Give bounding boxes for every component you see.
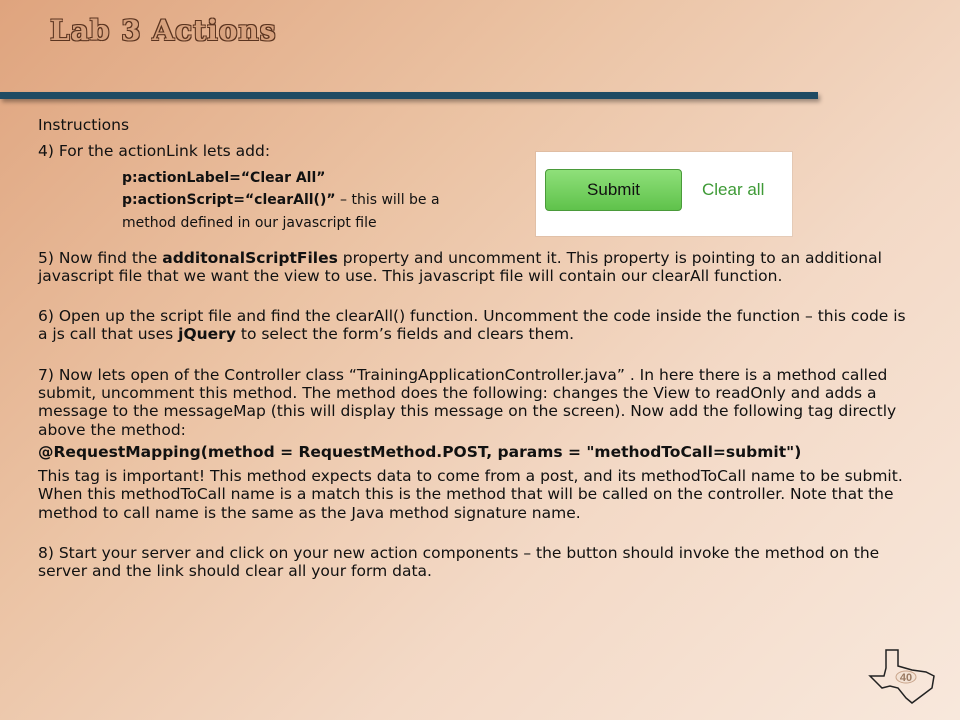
request-mapping-code [38,443,908,461]
step-6-text-b: to select the form’s fields and clears them. [235,325,575,344]
page-number: 40 [899,672,913,684]
step-4: 4) For the actionLink lets add: [38,142,271,161]
step-7-explanation: This tag is important! This method expects data to come from a post, and its methodToCall name to be submit. When this methodToCall name is a match this is the method that will be called on the controller. Note that the method to call name is the same as the Java method signature name. [38,467,903,522]
texas-outline-icon [868,648,944,704]
request-mapping-text: @RequestMapping(method = RequestMethod.POST, params = "methodToCall=submit") [38,442,802,461]
clear-all-link[interactable]: Clear all [702,180,765,199]
instructions-heading: Instructions [38,116,130,134]
step-5-property: additonalScriptFiles [162,248,338,267]
step-8: 8) Start your server and click on your new action components – the button should invoke the method on the server and the link should clear all your form data. [38,543,880,581]
step-5-text-a: 5) Now find the [38,248,163,267]
action-label-code: p:actionLabel=“Clear All” [122,169,326,186]
texas-logo [868,648,944,704]
action-script-note: – this will be a [335,192,440,209]
step-6-jquery: jQuery [178,325,236,344]
submit-button[interactable]: Submit [545,169,682,211]
step-6-text-a: 6) Open up the script file and find the clearAll() function. Uncomment the code inside the function – this code is a js call that uses [38,307,906,344]
action-script-code: p:actionScript=“clearAll()” [122,192,336,209]
title-divider [0,92,818,99]
step-6 [38,307,908,344]
slide-title: Lab 3 Actions [50,14,277,47]
step-5-text-b: property and uncomment it. This property is pointing to an additional javascript file that we want the view to use. This javascript file will contain our clearAll function. [38,248,882,285]
step-5 [38,249,908,286]
method-definition-line: method defined in our javascript file [122,214,377,231]
step-7: 7) Now lets open of the Controller class “TrainingApplicationController.java” . In here there is a method called submit, uncomment this method. The method does the following: changes the View to readOnly and adds a message to the messageMap (this will display this message on the screen). Now add the following tag directly above the method: [38,365,897,439]
button-preview-image [536,152,792,236]
